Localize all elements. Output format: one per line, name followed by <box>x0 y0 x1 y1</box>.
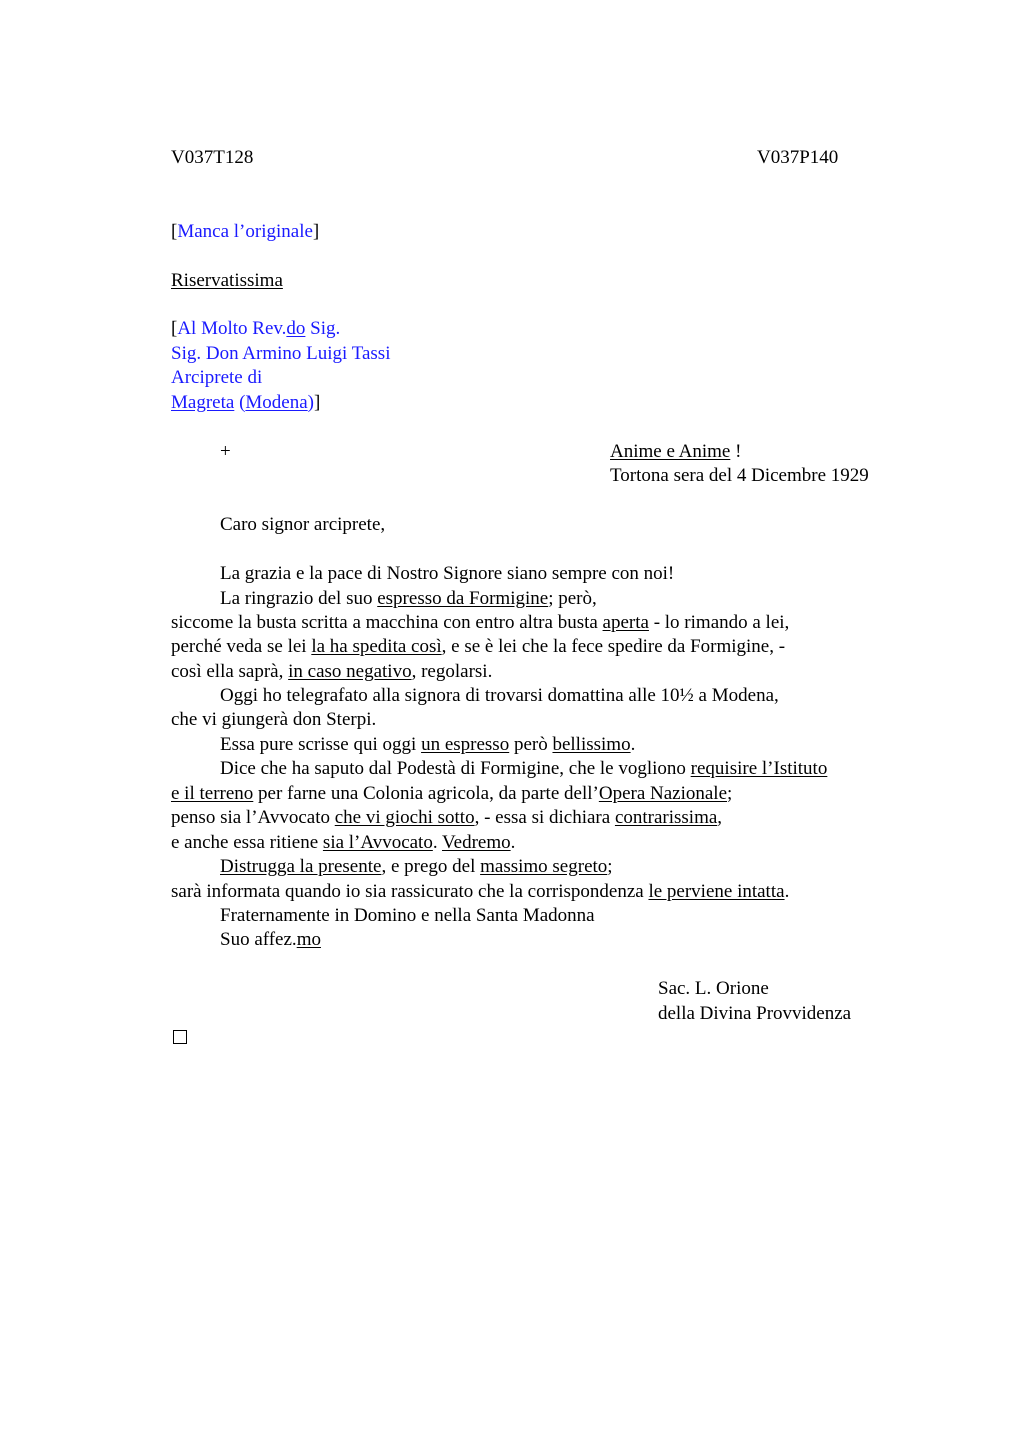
text-run: ; però, <box>548 588 597 609</box>
body-line <box>220 757 827 781</box>
underlined-text: e il terreno <box>171 783 254 804</box>
text-run: La grazia e la pace di Nostro Signore siano sempre con noi! <box>220 563 675 584</box>
text-run: , regolarsi. <box>411 661 493 682</box>
body-line <box>220 928 321 952</box>
place-date: Tortona sera del 4 Dicembre 1929 <box>610 465 869 486</box>
body-line <box>171 782 732 806</box>
text-run: Essa pure scrisse qui oggi <box>220 734 422 755</box>
address-line-3: Arciprete di <box>171 367 263 388</box>
underlined-text: Distrugga la presente <box>220 856 382 877</box>
text-run: La ringrazio del suo <box>220 588 378 609</box>
underlined-text: mo <box>296 929 321 950</box>
underlined-text: bellissimo <box>552 734 631 755</box>
address-line-1: [Al Molto Rev.do Sig. <box>171 318 341 339</box>
body-line <box>171 660 492 684</box>
text-run: . <box>784 881 790 902</box>
underlined-text: che vi giochi sotto <box>334 807 475 828</box>
text-run: , - essa si dichiara <box>474 807 615 828</box>
underlined-text: Opera Nazionale <box>598 783 728 804</box>
text-run: . <box>510 832 516 853</box>
underlined-text: espresso da Formigine <box>377 588 549 609</box>
text-run: ; <box>727 783 733 804</box>
body-line <box>220 562 674 586</box>
body-line <box>220 904 595 928</box>
underlined-text: massimo segreto <box>480 856 608 877</box>
text-run: , <box>717 807 723 828</box>
text-run: . <box>432 832 443 853</box>
underlined-text: requisire l’Istituto <box>690 758 828 779</box>
body-line <box>171 831 515 855</box>
text-run: - lo rimando a lei, <box>648 612 790 633</box>
text-run: per farne una Colonia agricola, da parte dell’ <box>253 783 599 804</box>
body-line <box>171 708 376 732</box>
underlined-text: sia l’Avvocato <box>322 832 433 853</box>
cross-symbol: + <box>220 441 231 462</box>
text-run: ; <box>607 856 613 877</box>
document-code-left: V037T128 <box>171 147 254 168</box>
text-run: così ella saprà, <box>171 661 289 682</box>
underlined-text: aperta <box>602 612 649 633</box>
text-run: Dice che ha saputo dal Podestà di Formigine, che le vogliono <box>220 758 691 779</box>
underlined-text: contrarissima <box>614 807 718 828</box>
body-line <box>171 611 789 635</box>
motto: Anime e Anime ! <box>610 441 742 462</box>
text-run: penso sia l’Avvocato <box>171 807 335 828</box>
text-run: , e se è lei che la fece spedire da Formigine, - <box>441 636 786 657</box>
editorial-note: [Manca l’originale] <box>171 221 320 242</box>
text-run: Fraternamente in Domino e nella Santa Madonna <box>220 905 595 926</box>
text-run: Suo affez. <box>220 929 297 950</box>
address-line-2: Sig. Don Armino Luigi Tassi <box>171 343 391 364</box>
body-line <box>220 733 635 757</box>
underlined-text: Vedremo <box>442 832 511 853</box>
body-line <box>171 806 722 830</box>
text-run: siccome la busta scritta a macchina con entro altra busta <box>171 612 603 633</box>
text-run: Oggi ho telegrafato alla signora di trovarsi domattina alle 10½ a Modena, <box>220 685 779 706</box>
text-run: . <box>630 734 636 755</box>
body-line <box>220 587 597 611</box>
text-run: che vi giungerà don Sterpi. <box>171 709 377 730</box>
body-line <box>171 880 789 904</box>
underlined-text: la ha spedita così <box>311 636 442 657</box>
text-run: sarà informata quando io sia rassicurato che la corrispondenza <box>171 881 649 902</box>
text-run: , e prego del <box>381 856 481 877</box>
underlined-text: in caso negativo <box>288 661 412 682</box>
text-run: però <box>509 734 553 755</box>
salutation: Caro signor arciprete, <box>220 514 386 535</box>
address-line-4: Magreta (Modena)] <box>171 392 321 413</box>
confidential-label: Riservatissima <box>171 270 283 291</box>
text-run: e anche essa ritiene <box>171 832 323 853</box>
underlined-text: le perviene intatta <box>648 881 785 902</box>
text-run: perché veda se lei <box>171 636 312 657</box>
square-icon <box>173 1030 187 1044</box>
document-code-right: V037P140 <box>757 147 839 168</box>
signature-line-2: della Divina Provvidenza <box>658 1003 852 1024</box>
signature-line-1: Sac. L. Orione <box>658 978 769 999</box>
body-line <box>171 635 785 659</box>
body-line <box>220 684 779 708</box>
body-line <box>220 855 613 879</box>
underlined-text: un espresso <box>421 734 510 755</box>
